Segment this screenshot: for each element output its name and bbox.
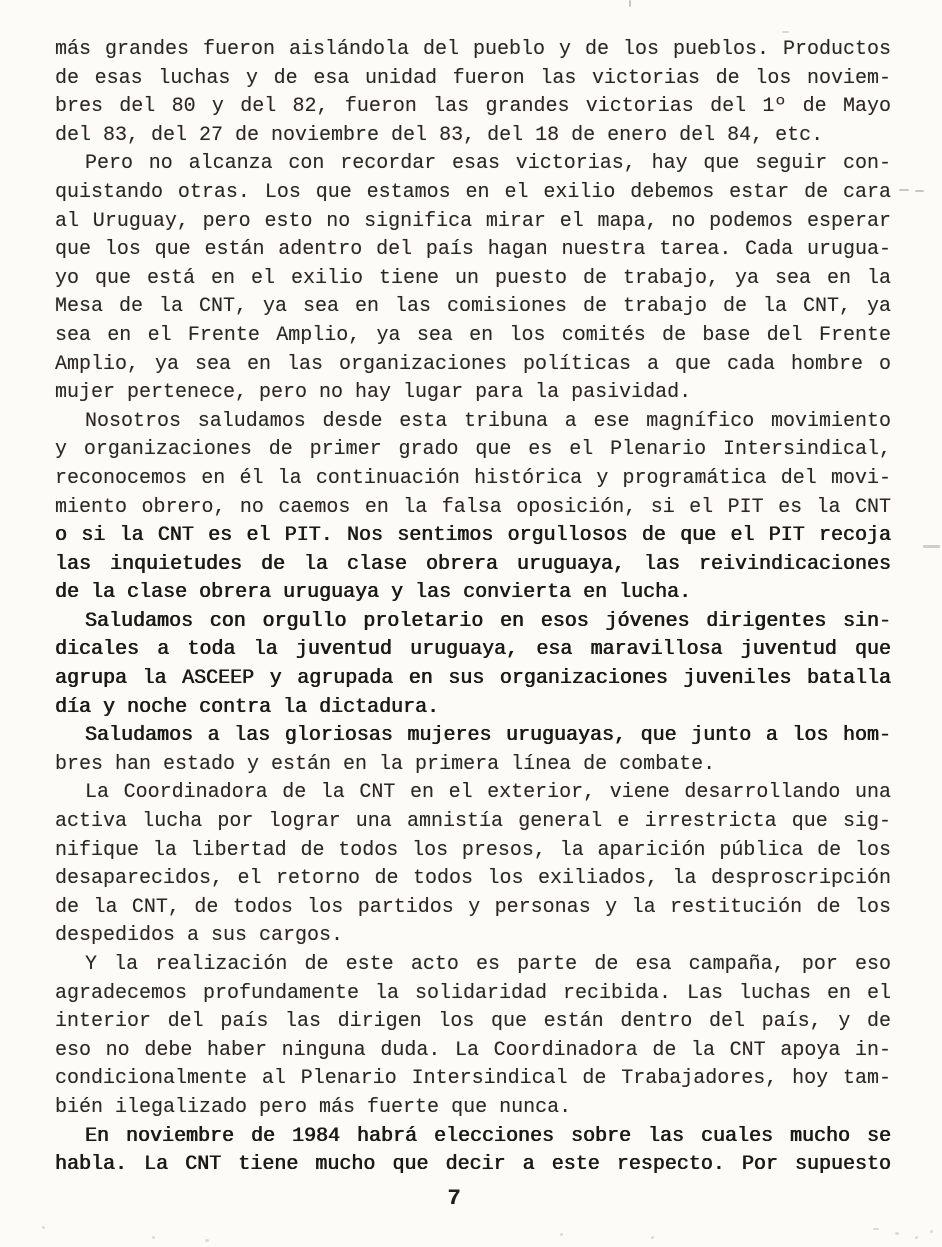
scan-speck: [42, 1226, 45, 1229]
text-line: miento obrero, no caemos en la falsa oposición, si el PIT es la CNT: [55, 495, 891, 519]
text-line: de la clase obrera uruguaya y las convierta en lucha.: [55, 581, 692, 605]
text-line: de la CNT, de todos los partidos y personas y la restitución de los: [55, 895, 891, 919]
text-line: bres del 80 y del 82, fueron las grandes victorias del 1º de Mayo: [55, 95, 891, 119]
text-line: Saludamos con orgullo proletario en esos jóvenes dirigentes sin-: [85, 609, 891, 633]
text-line: yo que está en el exilio tiene un puesto de trabajo, ya sea en la: [55, 266, 891, 290]
scan-mark: [923, 545, 940, 548]
text-line: mujer pertenece, pero no hay lugar para la pasividad.: [55, 381, 692, 405]
text-line: día y noche contra la dictadura.: [55, 695, 440, 719]
scan-mark: [782, 31, 789, 33]
scan-speck: [651, 1236, 654, 1239]
text-line: quistando otras. Los que estamos en el exilio debemos estar de cara: [55, 180, 891, 204]
text-line: más grandes fueron aislándola del pueblo y de los pueblos. Productos: [55, 38, 891, 61]
text-line: agrupa la ASCEEP y agrupada en sus organizaciones juveniles batalla: [55, 667, 891, 691]
text-line: habla. La CNT tiene mucho que decir a este respecto. Por supuesto: [55, 1153, 891, 1177]
scan-speck: [915, 1236, 918, 1239]
text-line: nifique la libertad de todos los presos, la aparición pública de los: [55, 838, 891, 862]
text-line: En noviembre de 1984 habrá elecciones sobre las cuales mucho se: [85, 1124, 891, 1148]
text-line: y organizaciones de primer grado que es el Plenario Intersindical,: [55, 438, 891, 462]
text-line: dicales a toda la juventud uruguaya, esa maravillosa juventud que: [55, 638, 891, 662]
scan-speck: [930, 1230, 933, 1233]
text-line: bién ilegalizado pero más fuerte que nunca.: [55, 1095, 572, 1119]
text-line: del 83, del 27 de noviembre del 83, del 18 de enero del 84, etc.: [55, 123, 824, 147]
text-line: agradecemos profundamente la solidaridad recibida. Las luchas en el: [55, 981, 891, 1005]
text-line: Saludamos a las gloriosas mujeres uruguayas, que junto a los hom-: [85, 724, 891, 748]
text-line: activa lucha por lograr una amnistía general e irrestricta que sig-: [55, 810, 891, 834]
text-line: condicionalmente al Plenario Intersindical de Trabajadores, hoy tam-: [55, 1067, 891, 1091]
scan-mark: [899, 189, 909, 191]
page-number: 7: [447, 1186, 461, 1211]
scan-speck: [873, 1228, 879, 1230]
text-line: Amplio, ya sea en las organizaciones políticas a que cada hombre o: [55, 352, 891, 376]
text-line: desaparecidos, el retorno de todos los exiliados, la desproscripción: [55, 867, 891, 891]
text-line: Pero no alcanza con recordar esas victorias, hay que seguir con-: [85, 152, 891, 176]
text-line: interior del país las dirigen los que están dentro del país, y de: [55, 1010, 891, 1034]
scan-mark: [915, 190, 924, 192]
text-line: sea en el Frente Amplio, ya sea en los comités de base del Frente: [55, 323, 891, 347]
text-line: bres han estado y están en la primera línea de combate.: [55, 752, 716, 776]
text-line: Y la realización de este acto es parte de esa campaña, por eso: [85, 953, 891, 976]
text-line: o si la CNT es el PIT. Nos sentimos orgullosos de que el PIT recoja: [55, 524, 891, 548]
text-line: las inquietudes de la clase obrera uruguaya, las reivindicaciones: [55, 552, 891, 576]
text-line: Nosotros saludamos desde esta tribuna a ese magnífico movimiento: [85, 409, 891, 433]
scan-speck: [895, 1232, 899, 1235]
text-line: al Uruguay, pero esto no significa mirar el mapa, no podemos esperar: [55, 209, 891, 233]
document-text: [55, 36, 891, 1180]
text-line: despedidos a sus cargos.: [55, 924, 344, 948]
scan-speck: [560, 1233, 563, 1236]
text-line: La Coordinadora de la CNT en el exterior, viene desarrollando una: [85, 781, 891, 805]
text-line: reconocemos en él la continuación histórica y programática del movi-: [55, 466, 891, 490]
scan-speck: [152, 1236, 155, 1239]
scan-mark: [629, 0, 631, 7]
text-line: eso no debe haber ninguna duda. La Coordinadora de la CNT apoya in-: [55, 1038, 891, 1062]
text-line: que los que están adentro del país hagan nuestra tarea. Cada urugua-: [55, 238, 891, 262]
text-line: Mesa de la CNT, ya sea en las comisiones de trabajo de la CNT, ya: [55, 295, 891, 319]
text-line: de esas luchas y de esa unidad fueron las victorias de los noviem-: [55, 66, 891, 90]
scan-speck: [205, 1239, 209, 1242]
